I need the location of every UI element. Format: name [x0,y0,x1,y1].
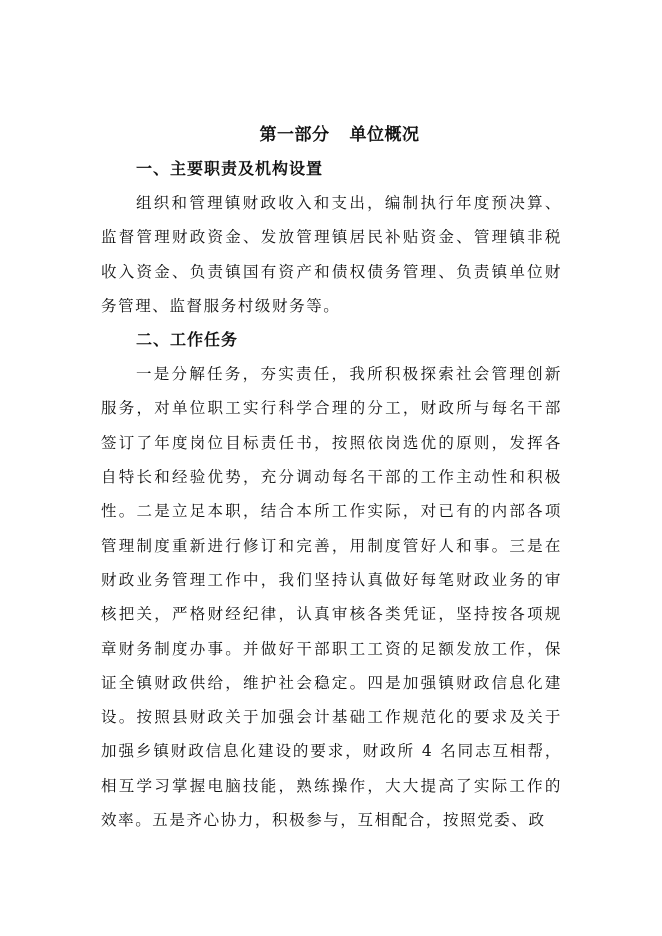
paragraph-duties: 组织和管理镇财政收入和支出，编制执行年度预决算、监督管理财政资金、发放管理镇居民补贴资金、管理镇非税收入资金、负责镇国有资产和债权债务管理、负责镇单位财务管理、监督服务村级财务等。 [101,194,562,315]
title-name: 单位概况 [349,125,420,145]
paragraph-tasks: 一是分解任务，夯实责任，我所积极探索社会管理创新服务，对单位职工实行科学合理的分工，财政所与每名干部签订了年度岗位目标责任书，按照依岗选优的原则，发挥各自特长和经验优势，充分调动每名干部的工作主动性和积极性。二是立足本职，结合本所工作实际，对已有的内部各项管理制度重新进行修订和完善，用制度管好人和事。三是在财政业务管理工作中，我们坚持认真做好每笔财政业务的审核把关，严格财经纪律，认真审核各类凭证，坚持按各项规章财务制度办事。并做好干部职工工资的足额发放工作，保证全镇财政供给，维护社会稳定。四是加强镇财政信息化建设。按照县财政关于加强会计基础工作规范化的要求及关于加强乡镇财政信息化建设的要求，财政所 4 名同志互相帮，相互学习掌握电脑技能，熟练操作，大大提高了实际工作的效率。五是齐心协力，积极参与，互相配合，按照党委、政 [101,365,562,830]
document-page [101,118,562,837]
page-title [101,118,562,152]
title-part: 第一部分 [259,125,330,145]
section-heading-tasks: 二、工作任务 [136,330,239,350]
section-heading-duties: 一、主要职责及机构设置 [136,159,324,178]
